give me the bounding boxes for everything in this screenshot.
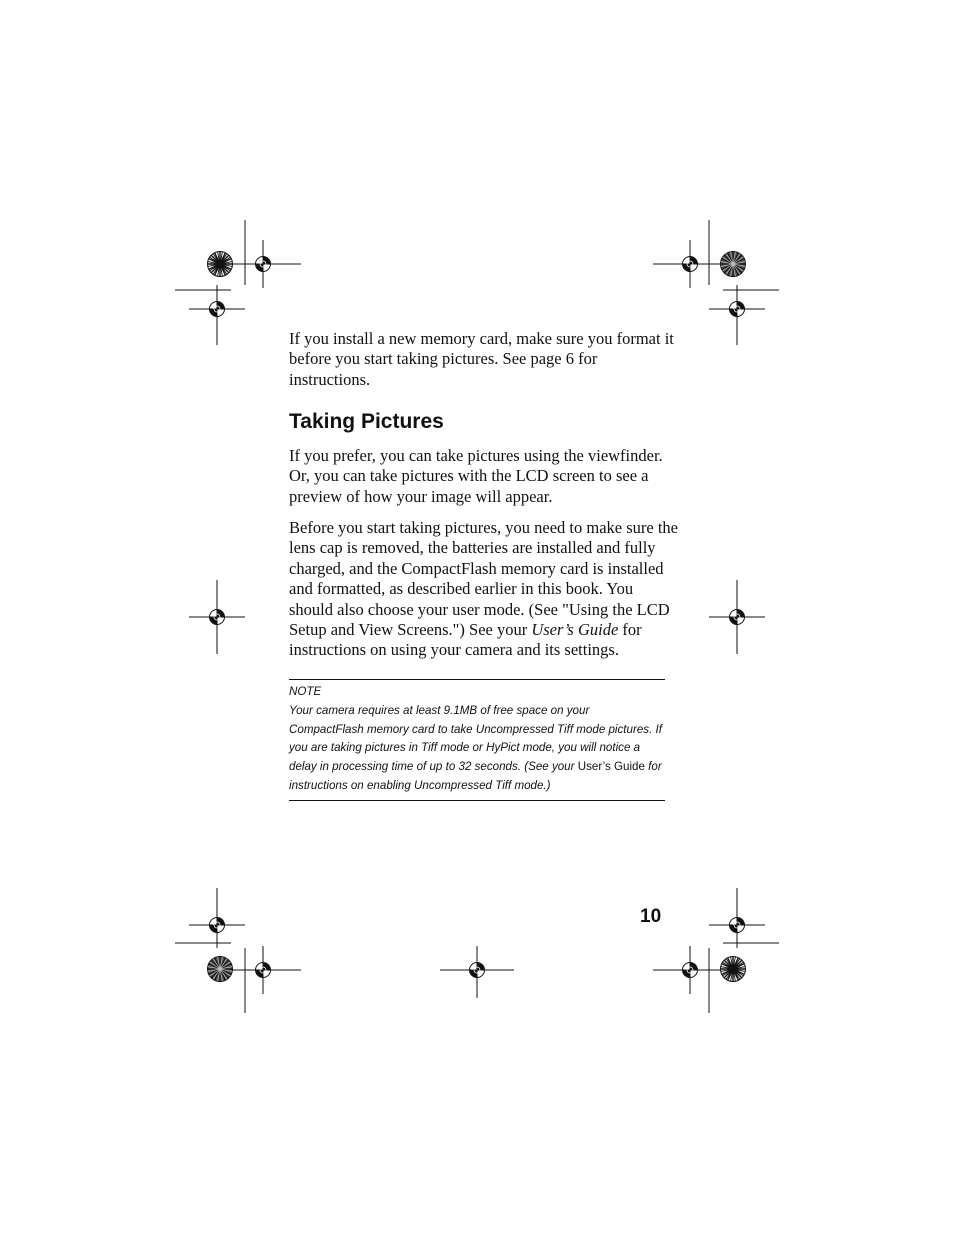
note-label: NOTE — [289, 685, 322, 698]
page-number: 10 — [640, 906, 662, 927]
preparation-text: Before you start taking pictures, you need to make sure the lens cap is removed, the batteries are installed and fully charged, and the CompactFlash memory card is installed and formatted, as described earlier in this book. You should also choose your user mode. (See "Using the LCD Setup and View Screens.") See your — [289, 518, 679, 640]
note-text-end: for instructions on enabling Uncompressed Tiff mode.) — [289, 760, 662, 792]
note-box — [289, 679, 665, 801]
intro-paragraph: If you install a new memory card, make sure you format it before you start taking pictures. See page 6 for instructions. — [289, 329, 674, 389]
note-text: Your camera requires at least 9.1MB of free space on your CompactFlash memory card to take Uncompressed Tiff mode pictures. If you are taking pictures in Tiff mode or HyPict mode, you will notice a delay in processing time of up to 32 seconds. (See your — [289, 703, 662, 774]
users-guide-reference: User’s Guide — [531, 620, 619, 640]
note-users-guide-reference: User’s Guide — [577, 760, 645, 774]
section-heading: Taking Pictures — [289, 410, 444, 433]
preparation-paragraph — [289, 518, 679, 661]
viewfinder-paragraph: If you prefer, you can take pictures using the viewfinder. Or, you can take pictures with the LCD screen to see a preview of how your image will appear. — [289, 446, 663, 506]
preparation-text-end: for instructions on using your camera and its settings. — [289, 620, 642, 660]
